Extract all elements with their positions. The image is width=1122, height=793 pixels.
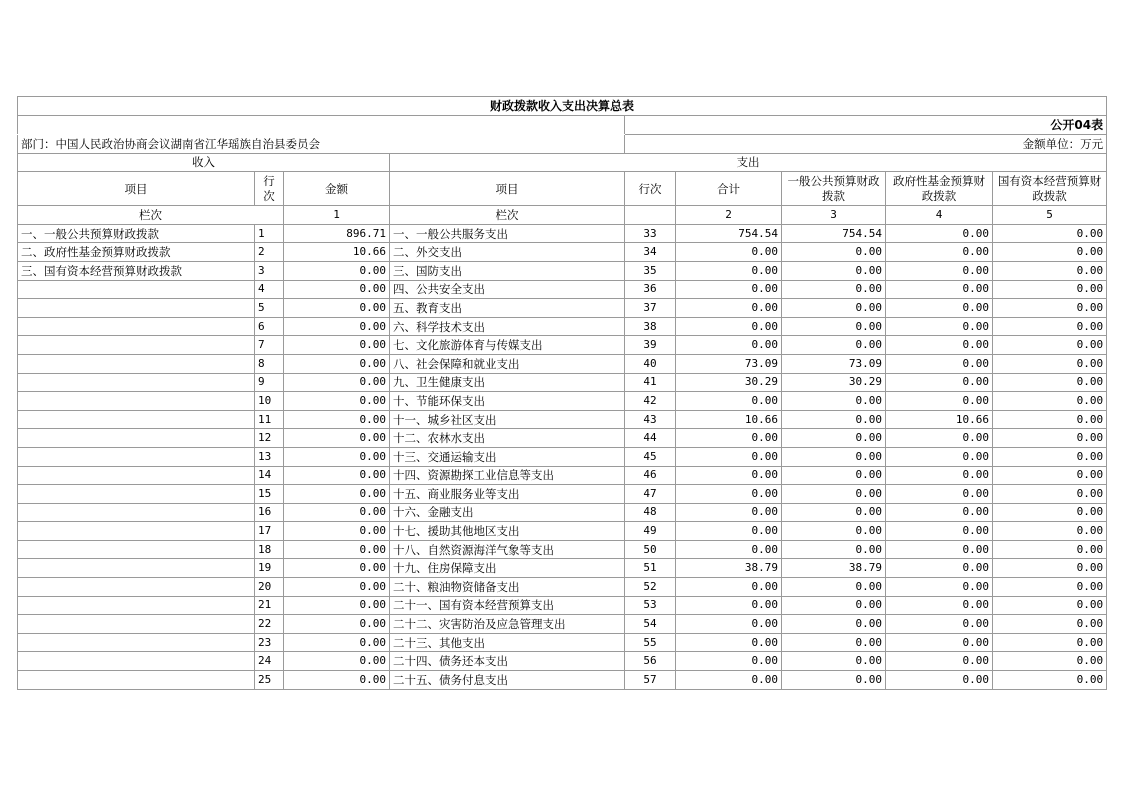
- table-row: [18, 429, 1107, 448]
- general-budget-cell: 0.00: [782, 299, 886, 318]
- income-item-cell: 一、一般公共预算财政拨款: [18, 224, 255, 243]
- report-title: 财政拨款收入支出决算总表: [18, 97, 1107, 116]
- state-capital-cell: 0.00: [993, 392, 1107, 411]
- general-budget-cell: 0.00: [782, 671, 886, 690]
- total-cell: 0.00: [676, 503, 782, 522]
- state-capital-cell: 0.00: [993, 410, 1107, 429]
- total-cell: 0.00: [676, 578, 782, 597]
- expense-item-cell: 八、社会保障和就业支出: [390, 354, 625, 373]
- expense-line-cell: 38: [625, 317, 676, 336]
- header-general-budget: 一般公共预算财政拨款: [782, 172, 886, 206]
- table-row: [18, 280, 1107, 299]
- table-row: [18, 336, 1107, 355]
- state-capital-cell: 0.00: [993, 578, 1107, 597]
- income-amount-cell: 0.00: [284, 466, 390, 485]
- expense-line-cell: 54: [625, 615, 676, 634]
- expense-item-cell: 六、科学技术支出: [390, 317, 625, 336]
- total-cell: 10.66: [676, 410, 782, 429]
- total-cell: 0.00: [676, 280, 782, 299]
- income-line-cell: 22: [255, 615, 284, 634]
- income-line-cell: 4: [255, 280, 284, 299]
- state-capital-cell: 0.00: [993, 559, 1107, 578]
- general-budget-cell: 0.00: [782, 336, 886, 355]
- expense-line-cell: 39: [625, 336, 676, 355]
- general-budget-cell: 0.00: [782, 503, 886, 522]
- table-row: [18, 633, 1107, 652]
- unit-label: 金额单位：万元: [625, 135, 1107, 154]
- income-line-cell: 24: [255, 652, 284, 671]
- table-row: [18, 615, 1107, 634]
- gov-fund-cell: 0.00: [886, 299, 993, 318]
- expense-line-cell: 52: [625, 578, 676, 597]
- expense-line-cell: 43: [625, 410, 676, 429]
- income-line-cell: 17: [255, 522, 284, 541]
- income-item-cell: [18, 299, 255, 318]
- total-cell: 0.00: [676, 633, 782, 652]
- expense-item-cell: 一、一般公共服务支出: [390, 224, 625, 243]
- income-item-cell: [18, 336, 255, 355]
- income-line-cell: 25: [255, 671, 284, 690]
- expense-item-cell: 二十四、债务还本支出: [390, 652, 625, 671]
- total-cell: 0.00: [676, 485, 782, 504]
- income-amount-cell: 0.00: [284, 522, 390, 541]
- gov-fund-cell: 0.00: [886, 261, 993, 280]
- total-cell: 30.29: [676, 373, 782, 392]
- income-line-cell: 16: [255, 503, 284, 522]
- total-cell: 0.00: [676, 615, 782, 634]
- income-item-cell: [18, 633, 255, 652]
- total-cell: 0.00: [676, 540, 782, 559]
- income-item-cell: [18, 466, 255, 485]
- general-budget-cell: 0.00: [782, 261, 886, 280]
- expense-line-cell: 53: [625, 596, 676, 615]
- income-line-cell: 20: [255, 578, 284, 597]
- gov-fund-cell: 0.00: [886, 503, 993, 522]
- expense-line-cell: 45: [625, 447, 676, 466]
- state-capital-cell: 0.00: [993, 280, 1107, 299]
- income-line-cell: 7: [255, 336, 284, 355]
- income-section-header: 收入: [18, 153, 390, 172]
- expense-item-cell: 九、卫生健康支出: [390, 373, 625, 392]
- total-cell: 0.00: [676, 392, 782, 411]
- expense-item-cell: 三、国防支出: [390, 261, 625, 280]
- income-line-cell: 9: [255, 373, 284, 392]
- general-budget-cell: 0.00: [782, 410, 886, 429]
- state-capital-cell: 0.00: [993, 224, 1107, 243]
- gov-fund-cell: 0.00: [886, 466, 993, 485]
- header-income-item: 项目: [18, 172, 255, 206]
- state-capital-cell: 0.00: [993, 633, 1107, 652]
- expense-item-cell: 十二、农林水支出: [390, 429, 625, 448]
- report-sheet: [17, 96, 1106, 690]
- gov-fund-cell: 10.66: [886, 410, 993, 429]
- income-item-cell: [18, 280, 255, 299]
- table-row: [18, 578, 1107, 597]
- total-cell: 0.00: [676, 652, 782, 671]
- income-item-cell: [18, 615, 255, 634]
- header-income-line: 行次: [255, 172, 284, 206]
- income-line-cell: 11: [255, 410, 284, 429]
- income-amount-cell: 0.00: [284, 596, 390, 615]
- income-item-cell: [18, 485, 255, 504]
- general-budget-cell: 73.09: [782, 354, 886, 373]
- expense-item-cell: 二十二、灾害防治及应急管理支出: [390, 615, 625, 634]
- income-item-cell: [18, 429, 255, 448]
- state-capital-cell: 0.00: [993, 317, 1107, 336]
- expense-item-cell: 十三、交通运输支出: [390, 447, 625, 466]
- expense-item-cell: 十八、自然资源海洋气象等支出: [390, 540, 625, 559]
- total-cell: 0.00: [676, 336, 782, 355]
- expense-line-cell: 33: [625, 224, 676, 243]
- income-line-cell: 10: [255, 392, 284, 411]
- table-row: [18, 485, 1107, 504]
- income-amount-cell: 10.66: [284, 243, 390, 262]
- gov-fund-cell: 0.00: [886, 540, 993, 559]
- income-line-cell: 3: [255, 261, 284, 280]
- general-budget-cell: 0.00: [782, 392, 886, 411]
- total-cell: 0.00: [676, 596, 782, 615]
- state-capital-cell: 0.00: [993, 652, 1107, 671]
- income-amount-cell: 0.00: [284, 503, 390, 522]
- column-index-label-expense: 栏次: [390, 206, 625, 225]
- general-budget-cell: 0.00: [782, 317, 886, 336]
- income-item-cell: 三、国有资本经营预算财政拨款: [18, 261, 255, 280]
- column-index-state-capital: 5: [993, 206, 1107, 225]
- gov-fund-cell: 0.00: [886, 615, 993, 634]
- income-line-cell: 13: [255, 447, 284, 466]
- general-budget-cell: 0.00: [782, 578, 886, 597]
- income-line-cell: 23: [255, 633, 284, 652]
- expense-line-cell: 51: [625, 559, 676, 578]
- expense-line-cell: 50: [625, 540, 676, 559]
- gov-fund-cell: 0.00: [886, 596, 993, 615]
- expense-line-cell: 49: [625, 522, 676, 541]
- income-line-cell: 18: [255, 540, 284, 559]
- expense-line-cell: 56: [625, 652, 676, 671]
- income-line-cell: 1: [255, 224, 284, 243]
- income-amount-cell: 0.00: [284, 373, 390, 392]
- general-budget-cell: 0.00: [782, 633, 886, 652]
- expense-item-cell: 十一、城乡社区支出: [390, 410, 625, 429]
- general-budget-cell: 0.00: [782, 243, 886, 262]
- gov-fund-cell: 0.00: [886, 317, 993, 336]
- income-amount-cell: 0.00: [284, 578, 390, 597]
- income-item-cell: [18, 503, 255, 522]
- total-cell: 0.00: [676, 522, 782, 541]
- income-item-cell: [18, 559, 255, 578]
- income-line-cell: 14: [255, 466, 284, 485]
- state-capital-cell: 0.00: [993, 596, 1107, 615]
- department-label: 部门：中国人民政治协商会议湖南省江华瑶族自治县委员会: [18, 135, 625, 154]
- table-code: 公开04表: [1050, 118, 1104, 132]
- header-total: 合计: [676, 172, 782, 206]
- income-amount-cell: 0.00: [284, 671, 390, 690]
- table-row: [18, 522, 1107, 541]
- income-amount-cell: 0.00: [284, 354, 390, 373]
- income-amount-cell: 0.00: [284, 447, 390, 466]
- total-cell: 0.00: [676, 671, 782, 690]
- table-row: [18, 652, 1107, 671]
- table-row: [18, 317, 1107, 336]
- total-cell: 754.54: [676, 224, 782, 243]
- gov-fund-cell: 0.00: [886, 559, 993, 578]
- general-budget-cell: 0.00: [782, 447, 886, 466]
- expense-item-cell: 十四、资源勘探工业信息等支出: [390, 466, 625, 485]
- expense-item-cell: 四、公共安全支出: [390, 280, 625, 299]
- total-cell: 0.00: [676, 243, 782, 262]
- income-line-cell: 19: [255, 559, 284, 578]
- column-index-label-income: 栏次: [18, 206, 284, 225]
- income-item-cell: [18, 392, 255, 411]
- income-item-cell: [18, 540, 255, 559]
- state-capital-cell: 0.00: [993, 503, 1107, 522]
- gov-fund-cell: 0.00: [886, 354, 993, 373]
- expense-line-cell: 37: [625, 299, 676, 318]
- income-line-cell: 21: [255, 596, 284, 615]
- income-amount-cell: 0.00: [284, 615, 390, 634]
- income-item-cell: [18, 596, 255, 615]
- expense-item-cell: 二十、粮油物资储备支出: [390, 578, 625, 597]
- income-line-cell: 5: [255, 299, 284, 318]
- column-index-amount: 1: [284, 206, 390, 225]
- income-amount-cell: 896.71: [284, 224, 390, 243]
- general-budget-cell: 0.00: [782, 280, 886, 299]
- income-item-cell: [18, 410, 255, 429]
- expense-item-cell: 十九、住房保障支出: [390, 559, 625, 578]
- income-amount-cell: 0.00: [284, 299, 390, 318]
- expense-section-header: 支出: [390, 153, 1107, 172]
- general-budget-cell: 0.00: [782, 466, 886, 485]
- general-budget-cell: 30.29: [782, 373, 886, 392]
- gov-fund-cell: 0.00: [886, 447, 993, 466]
- table-row: [18, 466, 1107, 485]
- table-row: [18, 503, 1107, 522]
- total-cell: 0.00: [676, 429, 782, 448]
- header-expense-line: 行次: [625, 172, 676, 206]
- gov-fund-cell: 0.00: [886, 652, 993, 671]
- income-amount-cell: 0.00: [284, 317, 390, 336]
- general-budget-cell: 38.79: [782, 559, 886, 578]
- table-row: [18, 243, 1107, 262]
- total-cell: 73.09: [676, 354, 782, 373]
- table-row: [18, 392, 1107, 411]
- state-capital-cell: 0.00: [993, 243, 1107, 262]
- column-index-general: 3: [782, 206, 886, 225]
- gov-fund-cell: 0.00: [886, 373, 993, 392]
- blank-cell: [18, 116, 625, 135]
- general-budget-cell: 0.00: [782, 522, 886, 541]
- state-capital-cell: 0.00: [993, 466, 1107, 485]
- table-row: [18, 559, 1107, 578]
- state-capital-cell: 0.00: [993, 429, 1107, 448]
- income-line-cell: 12: [255, 429, 284, 448]
- income-item-cell: [18, 354, 255, 373]
- header-expense-item: 项目: [390, 172, 625, 206]
- total-cell: 0.00: [676, 261, 782, 280]
- gov-fund-cell: 0.00: [886, 671, 993, 690]
- state-capital-cell: 0.00: [993, 615, 1107, 634]
- total-cell: 38.79: [676, 559, 782, 578]
- general-budget-cell: 754.54: [782, 224, 886, 243]
- income-amount-cell: 0.00: [284, 540, 390, 559]
- gov-fund-cell: 0.00: [886, 280, 993, 299]
- expense-line-cell: 34: [625, 243, 676, 262]
- expense-line-cell: 57: [625, 671, 676, 690]
- income-item-cell: [18, 373, 255, 392]
- income-amount-cell: 0.00: [284, 429, 390, 448]
- income-item-cell: [18, 522, 255, 541]
- gov-fund-cell: 0.00: [886, 578, 993, 597]
- income-line-cell: 8: [255, 354, 284, 373]
- state-capital-cell: 0.00: [993, 354, 1107, 373]
- general-budget-cell: 0.00: [782, 540, 886, 559]
- total-cell: 0.00: [676, 317, 782, 336]
- gov-fund-cell: 0.00: [886, 633, 993, 652]
- income-line-cell: 6: [255, 317, 284, 336]
- gov-fund-cell: 0.00: [886, 429, 993, 448]
- state-capital-cell: 0.00: [993, 447, 1107, 466]
- income-item-cell: [18, 447, 255, 466]
- expense-line-cell: 55: [625, 633, 676, 652]
- total-cell: 0.00: [676, 299, 782, 318]
- expense-line-cell: 46: [625, 466, 676, 485]
- table-row: [18, 261, 1107, 280]
- state-capital-cell: 0.00: [993, 299, 1107, 318]
- income-amount-cell: 0.00: [284, 652, 390, 671]
- expense-item-cell: 十、节能环保支出: [390, 392, 625, 411]
- general-budget-cell: 0.00: [782, 596, 886, 615]
- expense-line-cell: 40: [625, 354, 676, 373]
- state-capital-cell: 0.00: [993, 336, 1107, 355]
- table-row: [18, 596, 1107, 615]
- finance-table: [17, 96, 1107, 690]
- blank-cell: [625, 206, 676, 225]
- general-budget-cell: 0.00: [782, 485, 886, 504]
- general-budget-cell: 0.00: [782, 429, 886, 448]
- header-gov-fund: 政府性基金预算财政拨款: [886, 172, 993, 206]
- income-amount-cell: 0.00: [284, 485, 390, 504]
- total-cell: 0.00: [676, 447, 782, 466]
- expense-item-cell: 二十三、其他支出: [390, 633, 625, 652]
- income-line-cell: 15: [255, 485, 284, 504]
- income-item-cell: [18, 578, 255, 597]
- gov-fund-cell: 0.00: [886, 243, 993, 262]
- header-income-amount: 金额: [284, 172, 390, 206]
- table-row: [18, 299, 1107, 318]
- gov-fund-cell: 0.00: [886, 522, 993, 541]
- income-line-cell: 2: [255, 243, 284, 262]
- state-capital-cell: 0.00: [993, 485, 1107, 504]
- expense-item-cell: 十五、商业服务业等支出: [390, 485, 625, 504]
- expense-line-cell: 48: [625, 503, 676, 522]
- expense-line-cell: 42: [625, 392, 676, 411]
- income-amount-cell: 0.00: [284, 261, 390, 280]
- income-amount-cell: 0.00: [284, 336, 390, 355]
- table-row: [18, 224, 1107, 243]
- gov-fund-cell: 0.00: [886, 485, 993, 504]
- expense-item-cell: 十六、金融支出: [390, 503, 625, 522]
- state-capital-cell: 0.00: [993, 373, 1107, 392]
- income-item-cell: [18, 317, 255, 336]
- expense-item-cell: 十七、援助其他地区支出: [390, 522, 625, 541]
- income-amount-cell: 0.00: [284, 280, 390, 299]
- expense-line-cell: 41: [625, 373, 676, 392]
- table-row: [18, 447, 1107, 466]
- expense-line-cell: 36: [625, 280, 676, 299]
- table-row: [18, 671, 1107, 690]
- state-capital-cell: 0.00: [993, 671, 1107, 690]
- state-capital-cell: 0.00: [993, 522, 1107, 541]
- header-state-capital: 国有资本经营预算财政拨款: [993, 172, 1107, 206]
- table-row: [18, 540, 1107, 559]
- income-item-cell: [18, 671, 255, 690]
- general-budget-cell: 0.00: [782, 652, 886, 671]
- state-capital-cell: 0.00: [993, 540, 1107, 559]
- table-row: [18, 410, 1107, 429]
- income-amount-cell: 0.00: [284, 410, 390, 429]
- state-capital-cell: 0.00: [993, 261, 1107, 280]
- income-amount-cell: 0.00: [284, 392, 390, 411]
- income-item-cell: [18, 652, 255, 671]
- income-amount-cell: 0.00: [284, 559, 390, 578]
- income-amount-cell: 0.00: [284, 633, 390, 652]
- gov-fund-cell: 0.00: [886, 392, 993, 411]
- expense-item-cell: 二、外交支出: [390, 243, 625, 262]
- expense-item-cell: 五、教育支出: [390, 299, 625, 318]
- column-index-total: 2: [676, 206, 782, 225]
- expense-line-cell: 47: [625, 485, 676, 504]
- column-index-gov-fund: 4: [886, 206, 993, 225]
- gov-fund-cell: 0.00: [886, 224, 993, 243]
- expense-line-cell: 44: [625, 429, 676, 448]
- table-code-cell: [625, 116, 1107, 135]
- income-item-cell: 二、政府性基金预算财政拨款: [18, 243, 255, 262]
- table-row: [18, 354, 1107, 373]
- expense-item-cell: 七、文化旅游体育与传媒支出: [390, 336, 625, 355]
- total-cell: 0.00: [676, 466, 782, 485]
- expense-line-cell: 35: [625, 261, 676, 280]
- gov-fund-cell: 0.00: [886, 336, 993, 355]
- general-budget-cell: 0.00: [782, 615, 886, 634]
- expense-item-cell: 二十一、国有资本经营预算支出: [390, 596, 625, 615]
- table-row: [18, 373, 1107, 392]
- expense-item-cell: 二十五、债务付息支出: [390, 671, 625, 690]
